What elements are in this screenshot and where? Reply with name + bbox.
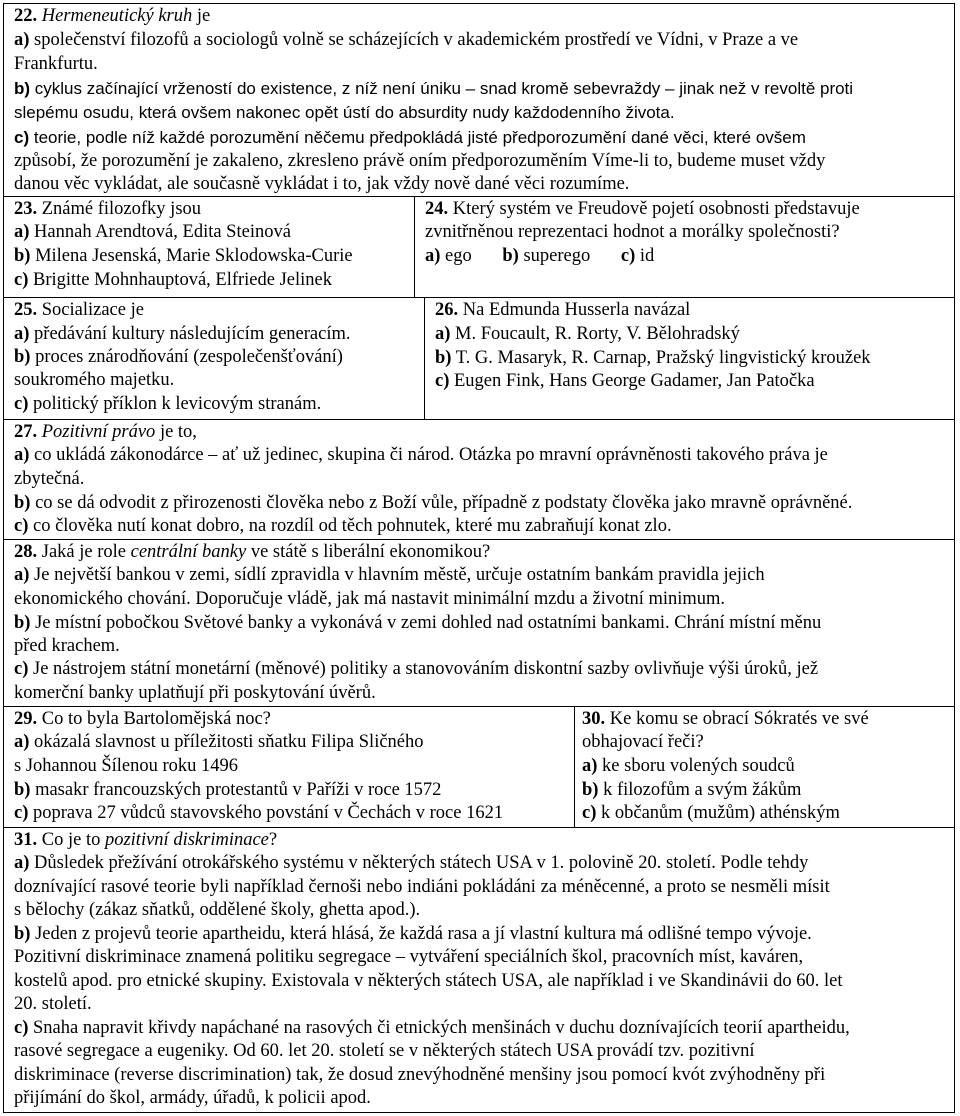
question-number: 30.	[582, 709, 606, 729]
option-text: ego	[440, 246, 472, 266]
option-c-continued	[14, 174, 950, 195]
question-28	[3, 539, 955, 707]
question-text: Na Edmunda Husserla navázal	[458, 300, 691, 320]
option-text: Pozitivní diskriminace znamená politiku segregace – vytváření speciálních škol, pracovních míst, kaváren,	[14, 947, 804, 967]
option-a	[14, 30, 950, 51]
option-letter: b)	[14, 780, 31, 800]
option-a	[582, 756, 950, 777]
option-a-continued	[14, 469, 950, 490]
option-b-continued	[14, 370, 420, 391]
option-text: teorie, podle níž každé porozumění něčemu předpokládá jisté předporozumění dané věci, které ovšem	[29, 128, 806, 147]
option-letter: c)	[14, 270, 29, 290]
option-text: ke sboru volených soudců	[597, 756, 795, 776]
option-b-continued	[14, 636, 950, 657]
question-text: Známé filozofky jsou	[37, 199, 202, 219]
option-text: zbytečná.	[14, 469, 85, 489]
option-text: okázalá slavnost u příležitosti sňatku Filipa Sličného	[29, 732, 424, 752]
option-letter: c)	[435, 371, 450, 391]
option-c-continued	[14, 1065, 950, 1086]
option-text: T. G. Masaryk, R. Carnap, Pražský lingvistický kroužek	[451, 348, 871, 368]
question-number: 28.	[14, 542, 38, 562]
option-letter: a)	[14, 324, 30, 344]
option-b-continued	[14, 994, 950, 1015]
option-a	[14, 565, 950, 586]
question-24-title-continued	[425, 222, 950, 243]
option-text: co člověka nutí konat dobro, na rozdíl od těch pohnutek, které mu zabraňují konat zlo.	[28, 516, 672, 536]
option-text: Frankfurtu.	[14, 54, 98, 74]
option-text: co ukládá zákonodárce – ať už jedinec, skupina či národ. Otázka po mravní oprávněnosti takového práva je	[29, 445, 828, 465]
option-a-continued	[14, 877, 950, 898]
option-b	[14, 347, 420, 368]
option-text: danou věc vykládat, ale současně vykládat i to, jak vždy nově dané věci rozumíme.	[14, 174, 630, 194]
question-24	[414, 196, 955, 298]
option-letter: b)	[14, 924, 31, 944]
option-text: proces znárodňování (zespolečenšťování)	[30, 347, 343, 367]
option-a-continued	[14, 900, 950, 921]
option-letter: b)	[502, 246, 519, 266]
question-number: 31.	[14, 830, 38, 850]
option-a	[14, 222, 410, 243]
option-letter: a)	[14, 565, 30, 585]
option-c	[582, 803, 950, 824]
question-text: Jaká je role	[37, 542, 131, 562]
option-text: Hannah Arendtová, Edita Steinová	[29, 222, 291, 242]
option-text: přijímání do škol, armády, úřadů, k policii apod.	[14, 1088, 371, 1108]
question-26	[424, 297, 955, 420]
option-text: Milena Jesenská, Marie Sklodowska-Curie	[30, 246, 353, 266]
question-number: 25.	[14, 300, 38, 320]
question-29	[3, 706, 575, 828]
option-letter: b)	[14, 79, 31, 98]
option-letter: a)	[14, 445, 30, 465]
question-text: Co to byla Bartolomějská noc?	[37, 709, 271, 729]
question-text: Který systém ve Freudově pojetí osobnosti představuje	[448, 199, 860, 219]
option-text: Snaha napravit křivdy napáchané na rasových či etnických menšinách v duchu doznívajících teorií apartheidu,	[28, 1018, 850, 1038]
option-c	[435, 371, 950, 392]
option-text: id	[635, 246, 655, 266]
question-30-title	[582, 709, 950, 730]
option-b	[14, 79, 950, 99]
question-25	[3, 297, 425, 420]
option-a	[14, 853, 950, 874]
option-b	[14, 613, 950, 634]
option-text: k filozofům a svým žákům	[598, 780, 802, 800]
option-letter: c)	[14, 803, 29, 823]
option-c	[14, 516, 950, 537]
option-text: před krachem.	[14, 636, 120, 656]
option-letter: a)	[435, 324, 451, 344]
option-b-continued	[14, 947, 950, 968]
option-text: doznívající rasové teorie byli například černoši nebo indiáni pokládáni za méněcenné, a proto se nesměli mísit	[14, 877, 830, 897]
option-letter: b)	[582, 780, 599, 800]
option-letter: b)	[14, 613, 31, 633]
option-c-continued	[14, 1041, 950, 1062]
question-23	[3, 196, 415, 298]
option-letter: b)	[14, 347, 31, 367]
option-c	[14, 1018, 950, 1039]
option-text: cyklus začínající vržeností do existence, z níž není úniku – snad kromě sebevraždy – jinak než v revoltě proti	[30, 79, 854, 98]
option-text: masakr francouzských protestantů v Paříži v roce 1572	[30, 780, 442, 800]
option-a	[14, 732, 570, 753]
question-23-title	[14, 199, 410, 220]
option-text: M. Foucault, R. Rorty, V. Bělohradský	[450, 324, 740, 344]
option-letter: a)	[14, 222, 30, 242]
question-27-title	[14, 422, 950, 443]
question-term: pozitivní diskriminace	[104, 830, 269, 850]
question-31-title	[14, 830, 950, 851]
option-letter: a)	[14, 732, 30, 752]
question-30-title-continued	[582, 732, 950, 753]
option-text: slepému osudu, která ovšem nakonec opět ústí do absurdity nudy každodenního života.	[14, 103, 675, 122]
option-text: předávání kultury následujícím generacím.	[29, 324, 351, 344]
question-30	[574, 706, 955, 828]
option-a	[14, 445, 950, 466]
option-text: diskriminace (reverse discrimination) tak, že dosud znevýhodněné menšiny jsou pomocí kvót zvýhodněny při	[14, 1065, 826, 1085]
option-c	[14, 270, 410, 291]
option-text: Je místní pobočkou Světové banky a vykonává v zemi dohled nad ostatními bankami. Chrání místní měnu	[30, 613, 822, 633]
option-text: soukromého majetku.	[14, 370, 175, 390]
question-number: 27.	[14, 422, 38, 442]
option-letter: a)	[582, 756, 598, 776]
option-text: 20. století.	[14, 994, 92, 1014]
option-text: k občanům (mužům) athénským	[596, 803, 840, 823]
question-text: Ke komu se obrací Sókratés ve své	[605, 709, 869, 729]
option-letter: b)	[14, 246, 31, 266]
option-letter: a)	[14, 30, 30, 50]
question-number: 24.	[425, 199, 449, 219]
option-text: komerční banky uplatňují při poskytování úvěrů.	[14, 683, 376, 703]
question-26-title	[435, 300, 950, 321]
question-25-title	[14, 300, 420, 321]
question-term: Hermeneutický kruh	[41, 6, 193, 26]
option-text: Je nástrojem státní monetární (měnové) politiky a stanovováním diskontní sazby ovlivňuje výši úroků, jež	[28, 659, 819, 679]
option-letter: b)	[14, 493, 31, 513]
option-letter: c)	[582, 803, 597, 823]
option-text: Jeden z projevů teorie apartheidu, která hlásá, že každá rasa a jí vlastní kultura má odlišné tempo vývoje.	[30, 924, 812, 944]
option-text: společenství filozofů a sociologů volně se scházejících v akademickém prostředí ve Vídni, v Praze a ve	[29, 30, 799, 50]
option-text: s Johannou Šílenou roku 1496	[14, 756, 239, 776]
option-b	[14, 780, 570, 801]
option-a-continued	[14, 756, 570, 777]
question-number: 22.	[14, 6, 38, 26]
option-letter: a)	[14, 853, 30, 873]
option-text: poprava 27 vůdců stavovského povstání v Čechách v roce 1621	[28, 803, 504, 823]
option-c	[14, 803, 570, 824]
option-b	[14, 493, 950, 514]
question-number: 26.	[435, 300, 459, 320]
option-letter: c)	[14, 1018, 29, 1038]
question-term: Pozitivní právo	[41, 422, 156, 442]
option-text: Eugen Fink, Hans George Gadamer, Jan Patočka	[449, 371, 815, 391]
options-row	[425, 246, 950, 267]
option-letter: b)	[435, 348, 452, 368]
question-text: obhajovací řeči?	[582, 732, 704, 752]
option-letter: a)	[425, 246, 441, 266]
option-text: Důsledek přežívání otrokářského systému v některých státech USA v 1. polovině 20. století. Podle tehdy	[29, 853, 809, 873]
question-24-title	[425, 199, 950, 220]
question-29-title	[14, 709, 570, 730]
option-c-continued	[14, 1088, 950, 1109]
option-letter: c)	[14, 394, 29, 414]
question-text: ?	[268, 830, 278, 850]
option-a-continued	[14, 589, 950, 610]
question-term: centrální banky	[130, 542, 247, 562]
question-text: ve státě s liberální ekonomikou?	[246, 542, 491, 562]
question-text: je to,	[155, 422, 197, 442]
question-number: 29.	[14, 709, 38, 729]
option-a	[14, 324, 420, 345]
option-b-continued	[14, 103, 950, 123]
option-text: co se dá odvodit z přirozenosti člověka nebo z Boží vůle, případně z podstaty člověka jako mravně oprávněné.	[30, 493, 853, 513]
option-letter: c)	[14, 659, 29, 679]
option-b	[14, 246, 410, 267]
option-b-continued	[14, 971, 950, 992]
option-a	[435, 324, 950, 345]
option-c-continued	[14, 683, 950, 704]
question-31	[3, 827, 955, 1113]
question-22	[3, 3, 955, 197]
option-a-continued	[14, 54, 950, 75]
option-c	[14, 128, 950, 148]
question-text: Co je to	[37, 830, 105, 850]
question-27	[3, 419, 955, 540]
option-text: rasové segregace a eugeniky. Od 60. let 20. století se v některých státech USA provádí tzv. pozitivní	[14, 1041, 755, 1061]
option-letter: c)	[14, 128, 30, 147]
question-22-title	[14, 6, 950, 27]
option-c	[14, 659, 950, 680]
option-text: superego	[518, 246, 591, 266]
option-b	[582, 780, 950, 801]
option-text: ekonomického chování. Doporučuje vládě, jak má nastavit minimální mzdu a životní minimum.	[14, 589, 726, 609]
option-c-continued	[14, 151, 950, 172]
option-letter: c)	[14, 516, 29, 536]
option-text: politický příklon k levicovým stranám.	[28, 394, 322, 414]
question-text: Socializace je	[37, 300, 144, 320]
option-b	[14, 924, 950, 945]
question-text: je	[192, 6, 211, 26]
question-28-title	[14, 542, 950, 563]
option-text: Je největší bankou v zemi, sídlí zpravidla v hlavním městě, určuje ostatním bankám pravidla jejich	[29, 565, 765, 585]
option-text: způsobí, že porozumění je zakaleno, zkresleno právě oním předporozuměním Víme-li to, budeme muset vždy	[14, 151, 826, 171]
option-b	[435, 348, 950, 369]
option-text: Brigitte Mohnhauptová, Elfriede Jelinek	[28, 270, 333, 290]
question-text: zvnitřněnou reprezentaci hodnot a morálky společnosti?	[425, 222, 840, 242]
option-text: s bělochy (zákaz sňatků, oddělené školy, ghetta apod.).	[14, 900, 421, 920]
question-number: 23.	[14, 199, 38, 219]
option-letter: c)	[620, 246, 636, 266]
option-c	[14, 394, 420, 415]
option-text: kostelů apod. pro etnické skupiny. Existovala v některých státech USA, ale například i ve Skandinávii do 60. let	[14, 971, 843, 991]
